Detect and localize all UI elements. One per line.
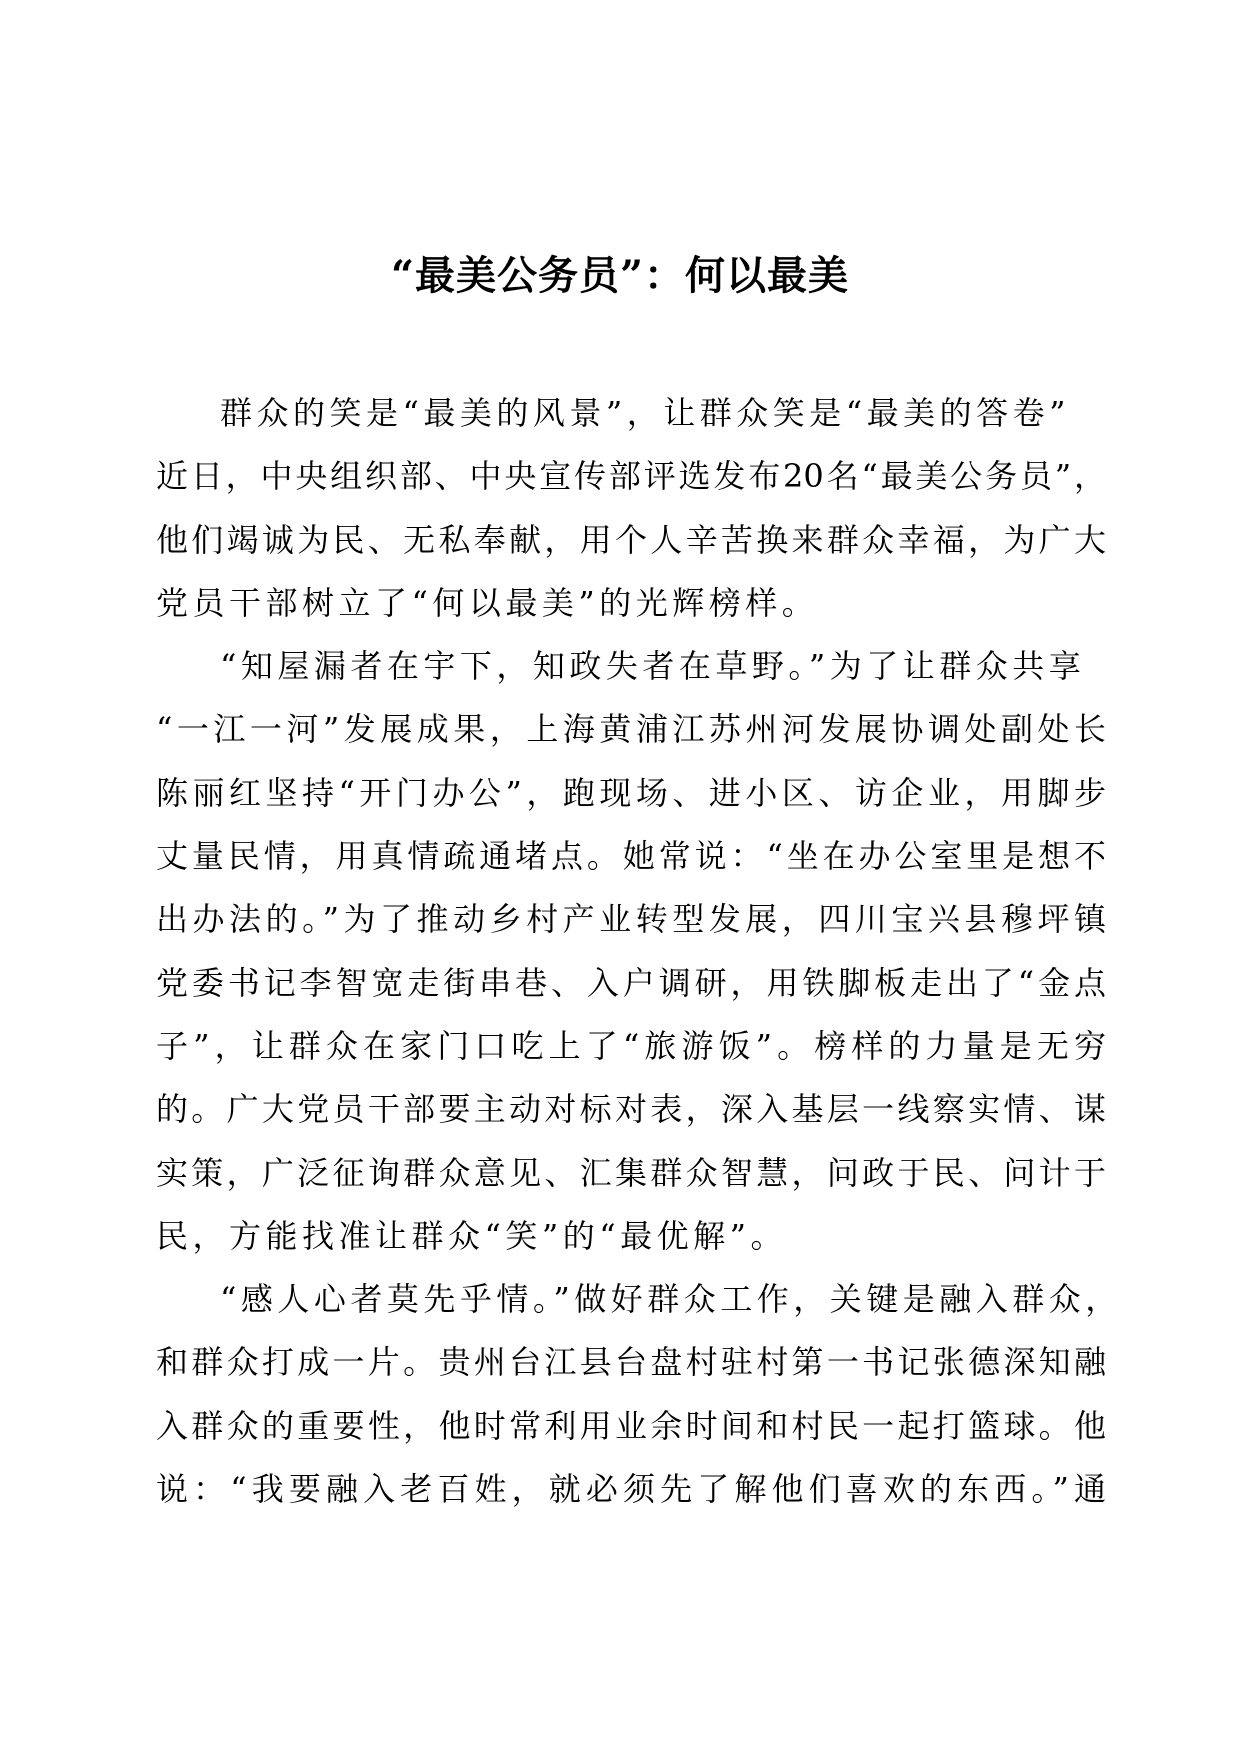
- paragraph-2-line-7: 子”，让群众在家门口吃上了“旅游饭”。榜样的力量是无穷: [156, 1026, 1106, 1065]
- paragraph-2-line-1: “知屋漏者在宇下，知政失者在草野。”为了让群众共享: [220, 647, 1086, 686]
- paragraph-1-line-4: 党员干部树立了“何以最美”的光辉榜样。: [156, 583, 819, 622]
- paragraph-3-line-4: 说：“我要融入老百姓，就必须先了解他们喜欢的东西。”通: [156, 1470, 1106, 1509]
- paragraph-2-line-8: 的。广大党员干部要主动对标对表，深入基层一线察实情、谋: [156, 1090, 1106, 1129]
- paragraph-1-line-1: 群众的笑是“最美的风景”，让群众笑是“最美的答卷”: [220, 394, 1070, 432]
- paragraph-1-line-3: 他们竭诚为民、无私奉献，用个人辛苦换来群众幸福，为广大: [156, 520, 1106, 559]
- paragraph-3-line-3: 入群众的重要性，他时常利用业余时间和村民一起打篮球。他: [156, 1406, 1106, 1445]
- document-body: [156, 382, 1122, 1521]
- paragraph-3-line-2: 和群众打成一片。贵州台江县台盘村驻村第一书记张德深知融: [156, 1343, 1106, 1382]
- paragraph-2-line-10: 民，方能找准让群众“笑”的“最优解”。: [156, 1216, 787, 1255]
- paragraph-2-line-5: 出办法的。”为了推动乡村产业转型发展，四川宝兴县穆坪镇: [156, 900, 1106, 939]
- paragraph-2-line-9: 实策，广泛征询群众意见、汇集群众智慧，问政于民、问计于: [156, 1153, 1106, 1192]
- paragraph-2-line-6: 党委书记李智宽走街串巷、入户调研，用铁脚板走出了“金点: [156, 963, 1106, 1002]
- document-title: “最美公务员”：何以最美: [390, 252, 849, 299]
- paragraph-1-line-2: 近日，中央组织部、中央宣传部评选发布20名“最美公务员”，: [156, 457, 1106, 496]
- paragraph-2-line-2: “一江一河”发展成果，上海黄浦江苏州河发展协调处副处长: [156, 710, 1106, 749]
- paragraph-3-line-1: “感人心者莫先乎情。”做好群众工作，关键是融入群众，: [220, 1280, 1122, 1319]
- paragraph-2-line-3: 陈丽红坚持“开门办公”，跑现场、进小区、访企业，用脚步: [156, 773, 1106, 812]
- paragraph-2-line-4: 丈量民情，用真情疏通堵点。她常说：“坐在办公室里是想不: [156, 837, 1106, 876]
